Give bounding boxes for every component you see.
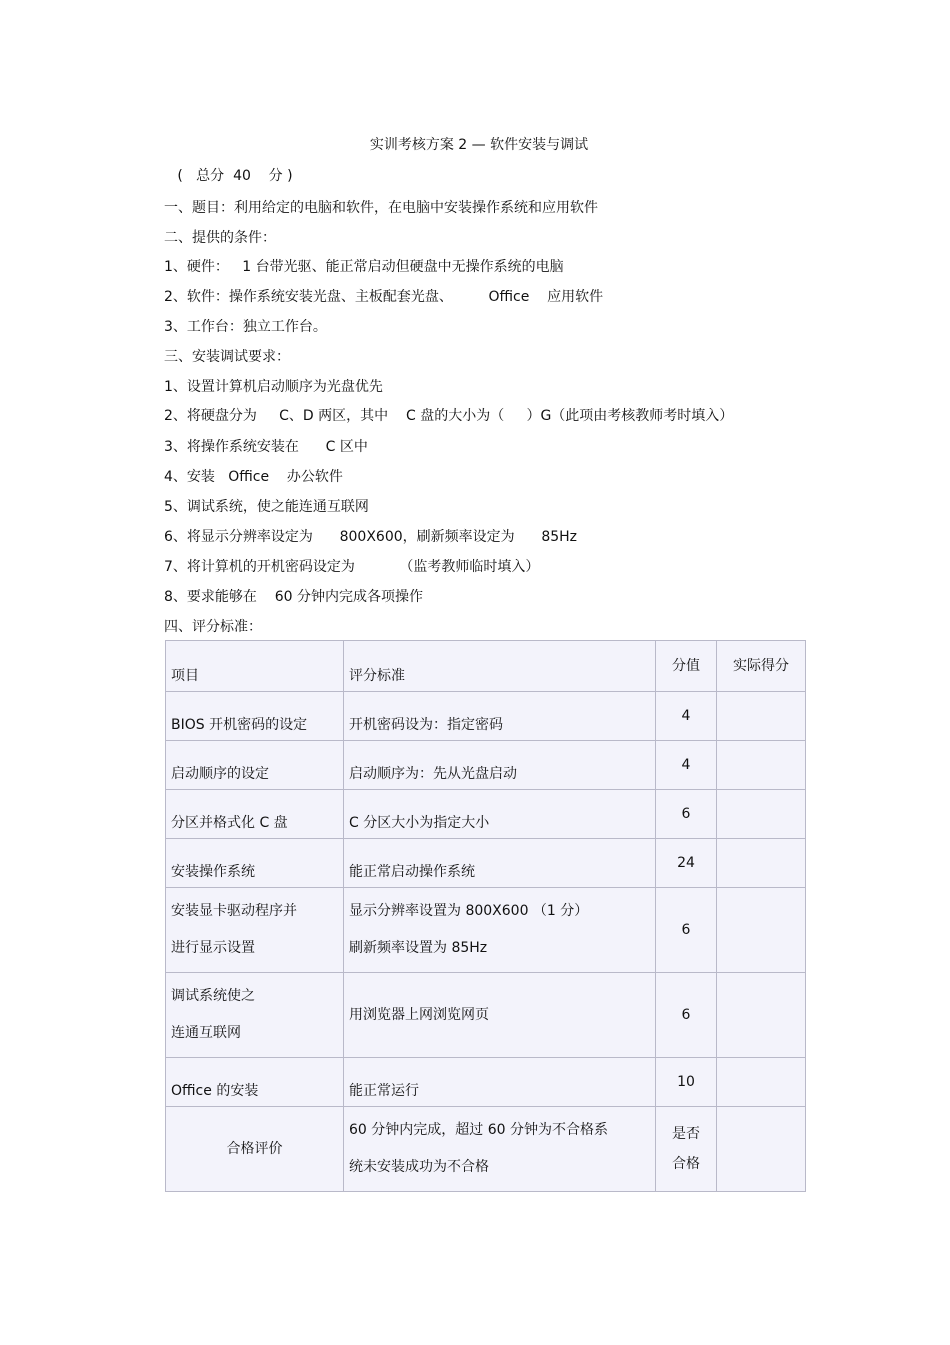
requirement-4: 4、安装 Office 办公软件 [164, 469, 343, 485]
table-row [166, 741, 806, 790]
header-score: 分值 [656, 641, 717, 692]
requirement-8: 8、要求能够在 60 分钟内完成各项操作 [164, 589, 423, 605]
row-item-line: 连通互联网 [171, 1025, 241, 1041]
row-criteria-line: 显示分辨率设置为 800X600 （1 分） [349, 903, 589, 919]
header-actual: 实际得分 [717, 641, 806, 692]
section-scoring: 四、评分标准： [164, 619, 262, 635]
row-item: 分区并格式化 C 盘 [166, 790, 344, 839]
row-score: 10 [656, 1058, 717, 1107]
row-criteria: 开机密码设为：指定密码 [344, 692, 656, 741]
row-score: 4 [656, 692, 717, 741]
row-criteria: 能正常运行 [344, 1058, 656, 1107]
row-criteria-line: 统未安装成功为不合格 [349, 1159, 489, 1175]
table-row [166, 1107, 806, 1192]
row-item: 合格评价 [166, 1107, 344, 1192]
table-row [166, 790, 806, 839]
row-item-line: 安装显卡驱动程序并 [171, 903, 297, 919]
row-actual[interactable] [717, 973, 806, 1058]
row-actual[interactable] [717, 888, 806, 973]
row-criteria [344, 888, 656, 973]
section-requirements: 三、安装调试要求： [164, 349, 290, 365]
requirement-2: 2、将硬盘分为 C、D 两区，其中 C 盘的大小为（ ）G（此项由考核教师考时填入） [164, 408, 734, 424]
condition-hardware: 1、硬件： 1 台带光驱、能正常启动但硬盘中无操作系统的电脑 [164, 259, 564, 275]
requirement-1: 1、设置计算机启动顺序为光盘优先 [164, 379, 383, 395]
header-criteria: 评分标准 [344, 641, 656, 692]
row-item-line: 进行显示设置 [171, 940, 255, 956]
row-score: 4 [656, 741, 717, 790]
row-score [656, 1107, 717, 1192]
row-actual[interactable] [717, 839, 806, 888]
row-criteria: 启动顺序为：先从光盘启动 [344, 741, 656, 790]
row-score: 6 [656, 973, 717, 1058]
row-item: 安装操作系统 [166, 839, 344, 888]
row-item [166, 888, 344, 973]
row-score-line: 是否 [672, 1126, 700, 1142]
row-score-line: 合格 [672, 1156, 700, 1172]
row-item: 启动顺序的设定 [166, 741, 344, 790]
row-criteria-line: 刷新频率设置为 85Hz [349, 940, 488, 956]
table-header-row [166, 641, 806, 692]
section-topic: 一、题目：利用给定的电脑和软件，在电脑中安装操作系统和应用软件 [164, 200, 598, 216]
row-criteria: 能正常启动操作系统 [344, 839, 656, 888]
row-score: 6 [656, 790, 717, 839]
requirement-3: 3、将操作系统安装在 C 区中 [164, 439, 368, 455]
requirement-7: 7、将计算机的开机密码设定为 （监考教师临时填入） [164, 559, 540, 575]
row-criteria-line: 60 分钟内完成，超过 60 分钟为不合格系 [349, 1122, 608, 1138]
table-row [166, 839, 806, 888]
row-actual[interactable] [717, 1058, 806, 1107]
row-criteria: 用浏览器上网浏览网页 [344, 973, 656, 1058]
scoring-table [165, 640, 806, 1192]
row-item [166, 973, 344, 1058]
row-criteria: C 分区大小为指定大小 [344, 790, 656, 839]
table-row [166, 692, 806, 741]
row-score: 6 [656, 888, 717, 973]
condition-workbench: 3、工作台：独立工作台。 [164, 319, 327, 335]
row-item: BIOS 开机密码的设定 [166, 692, 344, 741]
table-row [166, 888, 806, 973]
row-actual[interactable] [717, 741, 806, 790]
page-title: 实训考核方案 2 — 软件安装与调试 [369, 137, 589, 153]
requirement-5: 5、调试系统，使之能连通互联网 [164, 499, 369, 515]
row-actual[interactable] [717, 790, 806, 839]
table-row [166, 973, 806, 1058]
condition-software: 2、软件：操作系统安装光盘、主板配套光盘、 Office 应用软件 [164, 289, 604, 305]
row-item: Office 的安装 [166, 1058, 344, 1107]
requirement-6: 6、将显示分辨率设定为 800X600，刷新频率设定为 85Hz [164, 529, 578, 545]
row-actual[interactable] [717, 692, 806, 741]
row-score: 24 [656, 839, 717, 888]
table-row [166, 1058, 806, 1107]
row-criteria [344, 1107, 656, 1192]
total-score: ( 总分 40 分 ) [164, 168, 293, 184]
header-item: 项目 [166, 641, 344, 692]
section-conditions: 二、提供的条件： [164, 230, 276, 246]
row-item-line: 调试系统使之 [171, 988, 255, 1004]
row-actual[interactable] [717, 1107, 806, 1192]
